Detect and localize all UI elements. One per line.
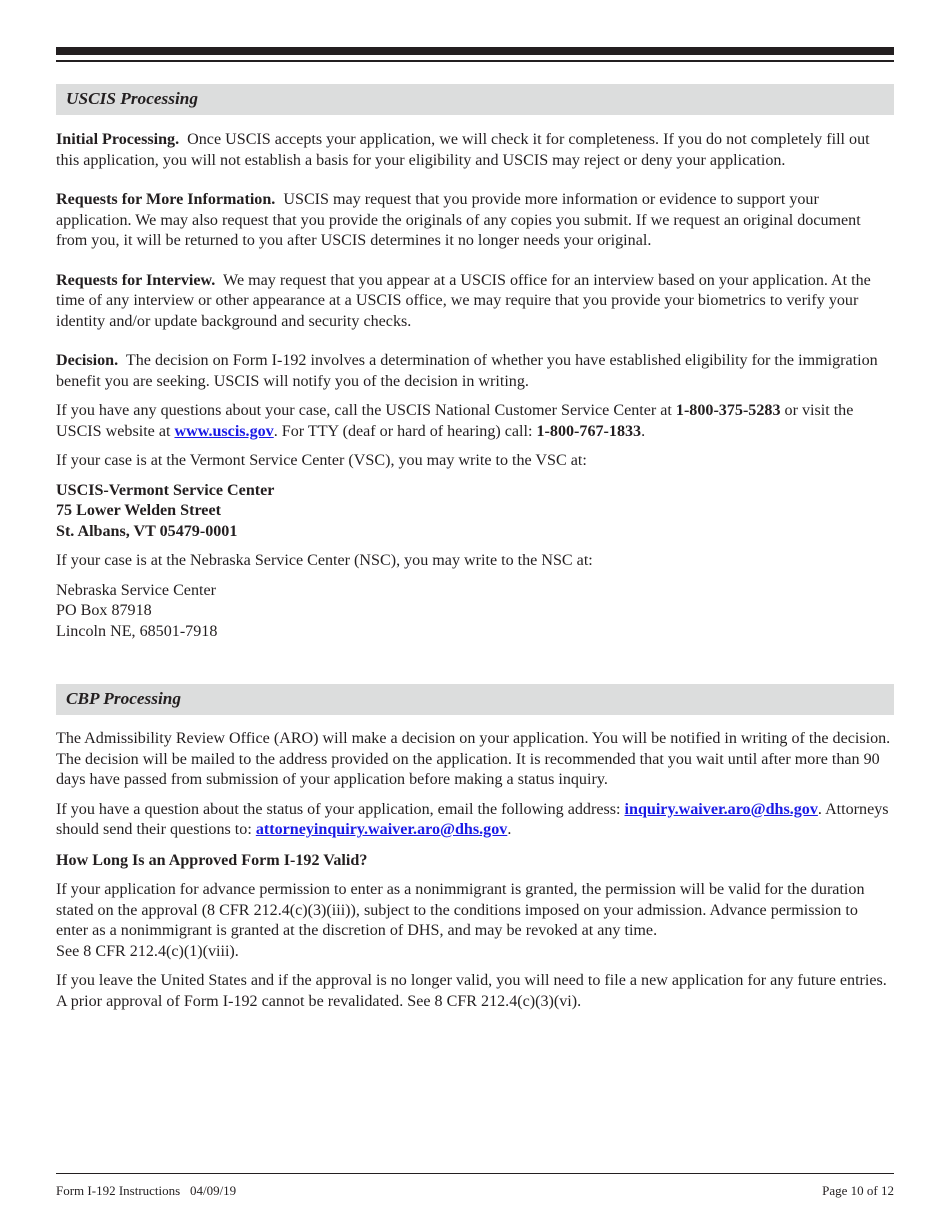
rfi-paragraph <box>56 190 894 252</box>
validity-heading: How Long Is an Approved Form I-192 Valid? <box>56 851 368 869</box>
status-text-pre: If you have a question about the status of your application, email the following address: <box>56 800 625 818</box>
initial-processing-text: Once USCIS accepts your application, we will check it for completeness. If you do not completely fill out this application, you will not establish a basis for your eligibility and USCIS may reject or deny your application. <box>56 131 870 169</box>
initial-processing-paragraph <box>56 130 894 171</box>
questions-paragraph <box>56 401 894 442</box>
vsc-address-line: 75 Lower Welden Street <box>56 502 221 519</box>
uscis-processing-heading: USCIS Processing <box>56 84 894 115</box>
rfi-text: USCIS may request that you provide more information or evidence to support your application. We may also request that you provide the originals of any copies you submit. If we request an original document from you, it will be returned to you after USCIS determines it no longer needs your original. <box>56 191 861 249</box>
cbp-processing-heading: CBP Processing <box>56 684 894 715</box>
attorneys-text: . Attorneys should send their questions to: <box>56 800 889 838</box>
nsc-address-line: Lincoln NE, 68501-7918 <box>56 622 218 640</box>
decision-lead: Decision. <box>56 352 119 369</box>
initial-processing-lead: Initial Processing. <box>56 131 180 148</box>
decision-text: The decision on Form I-192 involves a determination of whether you have established eligibility for the immigration benefit you are seeking. USCIS will notify you of the decision in writing. <box>56 352 878 390</box>
footer-rule <box>56 1173 894 1174</box>
nsc-address-line: PO Box 87918 <box>56 602 152 619</box>
questions-text-mid: or visit the USCIS website at <box>56 402 854 440</box>
top-rule-thin <box>56 60 894 62</box>
page-content <box>56 84 894 1012</box>
interview-paragraph <box>56 271 894 333</box>
uscis-website-link[interactable]: www.uscis.gov <box>174 422 274 440</box>
footer-form-id: Form I-192 Instructions 04/09/19 <box>56 1183 237 1198</box>
validity-paragraph <box>56 880 894 962</box>
vsc-intro: If your case is at the Vermont Service Center (VSC), you may write to the VSC at: <box>56 452 587 469</box>
rfi-lead: Requests for More Information. <box>56 191 276 208</box>
interview-text: We may request that you appear at a USCIS office for an interview based on your application. At the time of any interview or other appearance at a USCIS office, we may require that you provide your biometrics to verify your identity and/or update background and security checks. <box>56 271 871 330</box>
questions-period: . <box>641 422 646 440</box>
questions-text-tty: . For TTY (deaf or hard of hearing) call: <box>273 422 537 440</box>
questions-text-pre: If you have any questions about your case, call the USCIS National Customer Service Center at <box>56 402 676 419</box>
tty-phone-number: 1-800-767-1833 <box>536 422 642 440</box>
nsc-address-line: Nebraska Service Center <box>56 581 216 599</box>
nsc-address <box>56 581 894 643</box>
vsc-address-line: St. Albans, VT 05479-0001 <box>56 522 238 540</box>
attorney-email-link[interactable]: attorneyinquiry.waiver.aro@dhs.gov <box>255 821 508 838</box>
validity-text: If your application for advance permission to enter as a nonimmigrant is granted, the permission will be valid for the duration stated on the approval (8 CFR 212.4(c)(3)(iii)), subject to the conditions imposed on your admission. Advance permission to enter as a nonimmigrant is granted at the discretion of DHS, and may be revoked at any time. <box>56 881 865 939</box>
inquiry-email-link[interactable]: inquiry.waiver.aro@dhs.gov <box>624 800 818 818</box>
decision-paragraph <box>56 351 894 392</box>
phone-number: 1-800-375-5283 <box>675 402 781 419</box>
leave-paragraph: If you leave the United States and if the approval is no longer valid, you will need to file a new application for any future entries. A prior approval of Form I-192 cannot be revalidated. See 8 CFR 212.4(c)(3)(vi). <box>56 972 887 1010</box>
footer-page-number: Page 10 of 12 <box>822 1183 894 1198</box>
vsc-address <box>56 481 894 543</box>
status-paragraph <box>56 800 894 841</box>
top-rule-thick <box>56 47 894 55</box>
status-period: . <box>507 821 512 838</box>
aro-paragraph: The Admissibility Review Office (ARO) will make a decision on your application. You will be notified in writing of the decision. The decision will be mailed to the address provided on the application. It is recommended that you wait until after more than 90 days have passed from submission of your application before making a status inquiry. <box>56 730 891 788</box>
validity-citation: See 8 CFR 212.4(c)(1)(viii). <box>56 942 239 960</box>
interview-lead: Requests for Interview. <box>56 271 216 289</box>
vsc-address-line: USCIS-Vermont Service Center <box>56 481 275 499</box>
nsc-intro: If your case is at the Nebraska Service Center (NSC), you may write to the NSC at: <box>56 552 593 569</box>
